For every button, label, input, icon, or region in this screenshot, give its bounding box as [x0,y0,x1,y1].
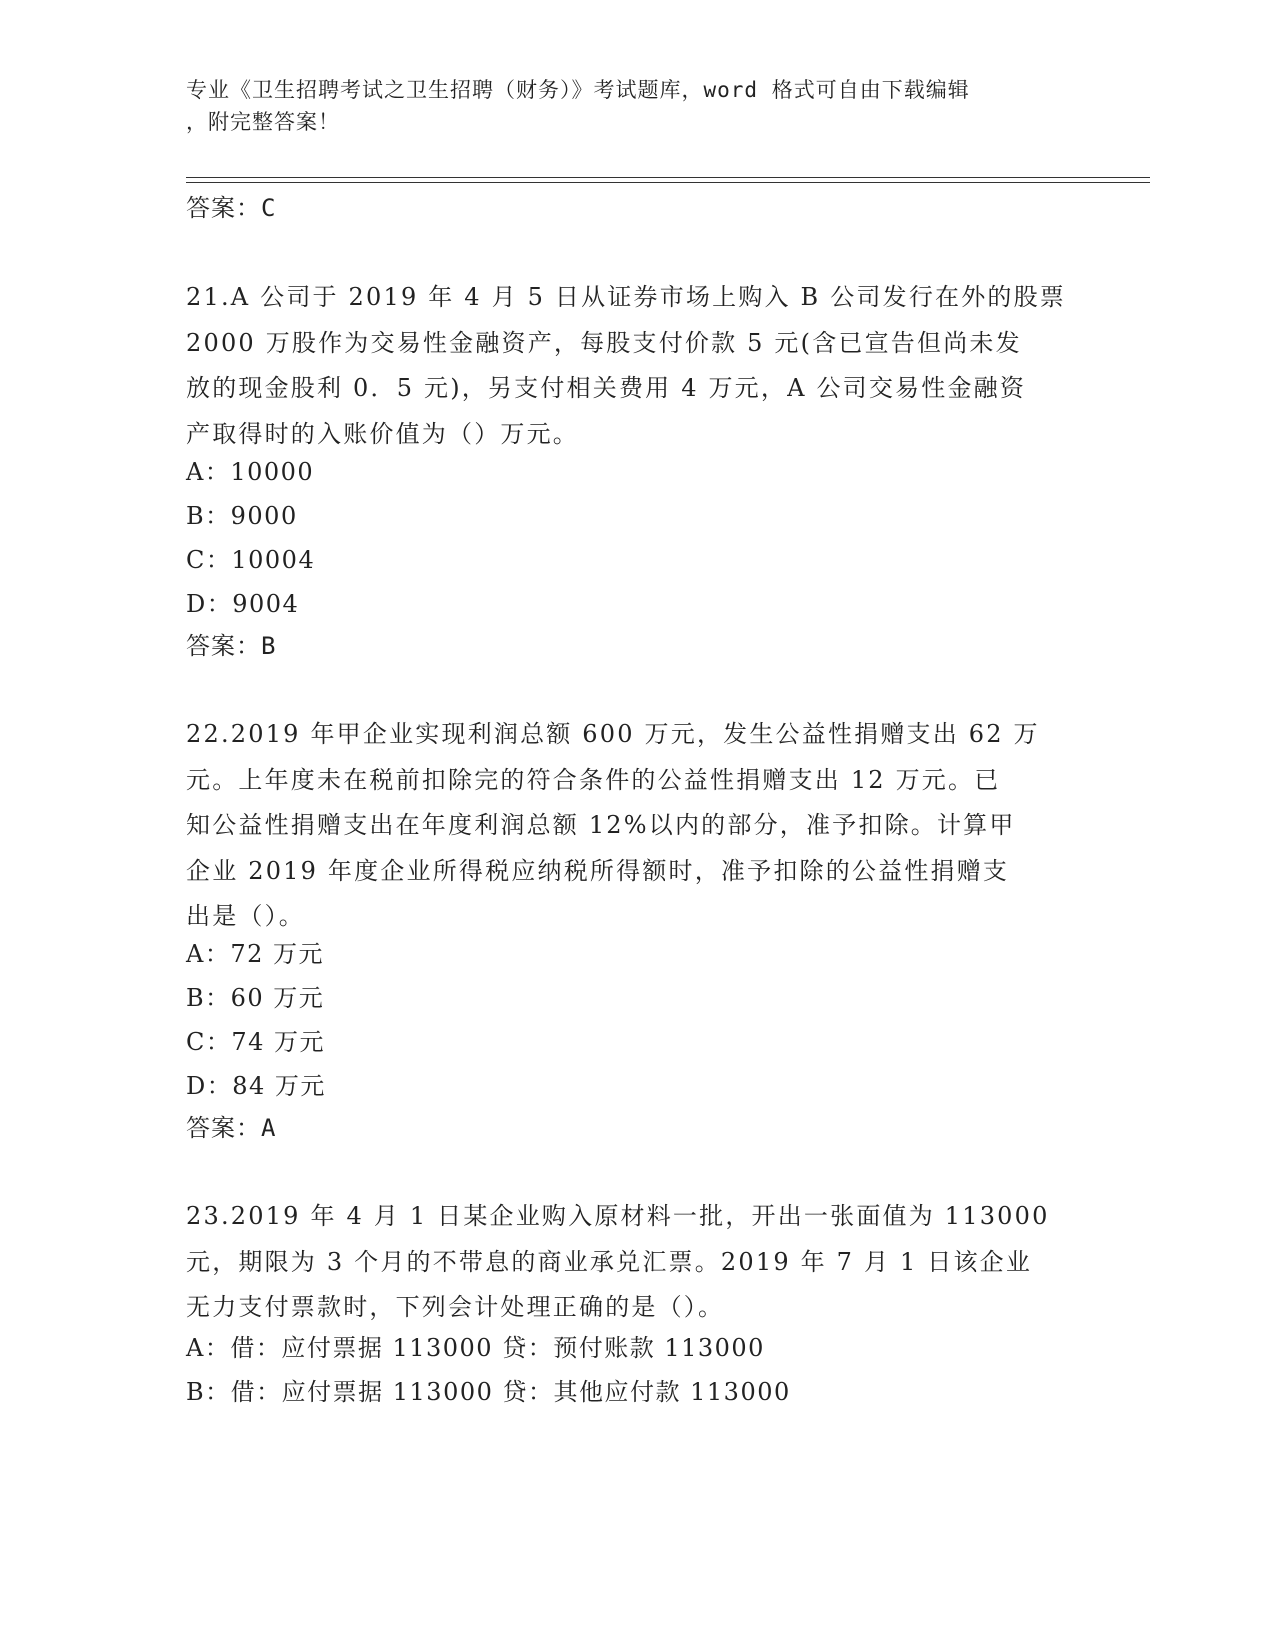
question-23-line-1: 23.2019 年 4 月 1 日某企业购入原材料一批，开出一张面值为 113000 [186,1202,1050,1230]
question-21-line-2: 2000 万股作为交易性金融资产，每股支付价款 5 元(含已宣告但尚未发 [186,328,1022,357]
question-22-line-3: 知公益性捐赠支出在年度利润总额 12%以内的部分，准予扣除。计算甲 [186,811,1016,839]
question-21-line-3: 放的现金股利 0．5 元)，另支付相关费用 4 万元，A 公司交易性金融资 [186,374,1027,402]
header-divider-bottom [186,182,1150,183]
question-22-option-d: D：84 万元 [186,1072,326,1100]
header-divider-top [186,177,1150,178]
header-line-1: 专业《卫生招聘考试之卫生招聘（财务）》考试题库，word 格式可自由下载编辑 [186,78,970,102]
question-22-line-1: 22.2019 年甲企业实现利润总额 600 万元，发生公益性捐赠支出 62 万 [186,720,1040,748]
question-23-line-3: 无力支付票款时，下列会计处理正确的是（）。 [186,1293,725,1321]
question-22-text [186,712,1086,940]
question-22-line-5: 出是（）。 [186,902,305,930]
question-21-line-4: 产取得时的入账价值为（）万元。 [186,419,579,448]
question-22-option-c: C：74 万元 [186,1028,326,1056]
question-21-line-1: 21.A 公司于 2019 年 4 月 5 日从证券市场上购入 B 公司发行在外的股票 [186,283,1067,311]
question-23-option-a: A：借：应付票据 113000 贷：预付账款 113000 [186,1334,765,1362]
question-21-answer: 答案：B [186,632,277,660]
question-22-answer: 答案：A [186,1114,277,1142]
previous-answer: 答案：C [186,194,277,222]
question-21-option-a: A：10000 [186,458,315,486]
question-21-option-b: B：9000 [186,502,298,530]
question-23-option-b: B：借：应付票据 113000 贷：其他应付款 113000 [186,1378,791,1406]
question-21-text [186,275,1086,457]
question-21-option-c: C：10004 [186,546,316,574]
question-23-text [186,1194,1086,1331]
question-22-line-2: 元。上年度未在税前扣除完的符合条件的公益性捐赠支出 12 万元。已 [186,765,1001,794]
document-header-note [186,74,1066,138]
question-22-option-a: A：72 万元 [186,940,324,968]
question-22-line-4: 企业 2019 年度企业所得税应纳税所得额时，准予扣除的公益性捐赠支 [186,856,1010,885]
question-22-option-b: B：60 万元 [186,984,325,1012]
header-line-2: ，附完整答案！ [186,110,340,134]
question-23-line-2: 元，期限为 3 个月的不带息的商业承兑汇票。2019 年 7 月 1 日该企业 [186,1247,1033,1276]
question-21-option-d: D：9004 [186,590,300,618]
